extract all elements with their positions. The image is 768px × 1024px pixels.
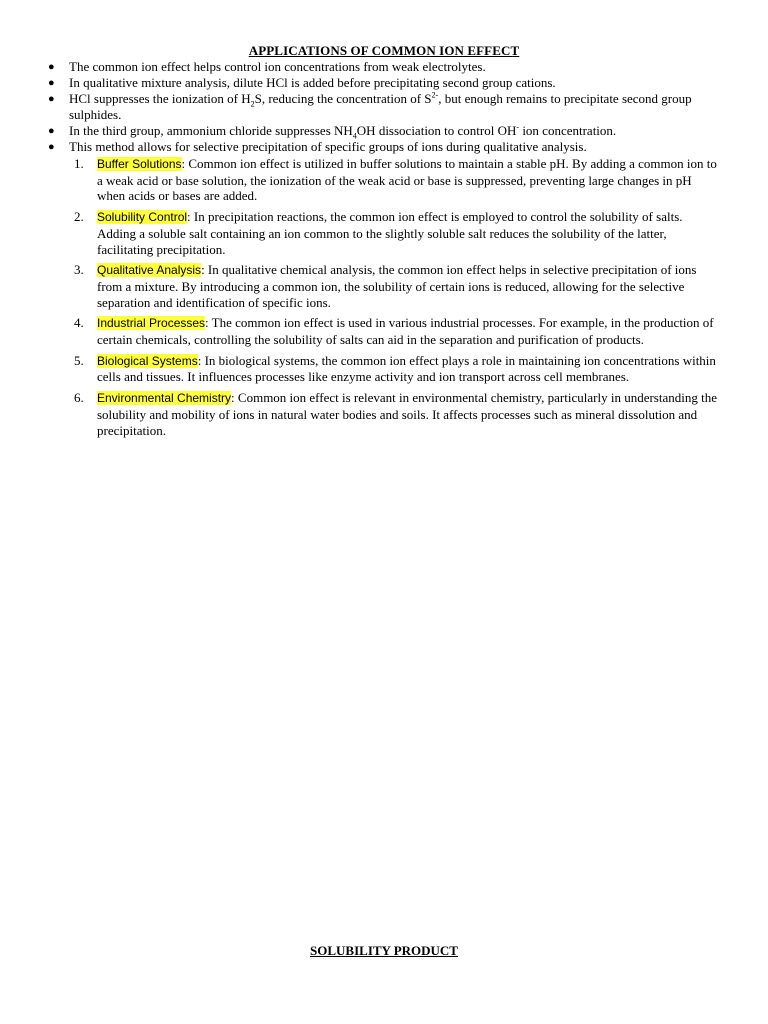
application-item bbox=[74, 209, 722, 257]
bullet-dot-icon: ● bbox=[48, 141, 55, 153]
application-text: : The common ion effect is used in various industrial processes. For example, in the production of certain chemicals, controlling the solubility of salts can aid in the separation and purification of products. bbox=[97, 315, 714, 348]
applications-list bbox=[74, 156, 722, 443]
highlighted-term: Industrial Processes bbox=[97, 316, 206, 331]
list-number: 5. bbox=[74, 352, 84, 368]
list-number: 6. bbox=[74, 390, 84, 406]
superscript: 2- bbox=[431, 90, 439, 100]
bullet-dot-icon: ● bbox=[48, 93, 55, 105]
bullet-dot-icon: ● bbox=[48, 77, 55, 89]
bullet-list bbox=[48, 59, 728, 155]
bullet-item bbox=[48, 139, 728, 155]
highlighted-term: Environmental Chemistry bbox=[97, 391, 232, 406]
application-item bbox=[74, 315, 722, 347]
bullet-text-part: S, reducing the concentration of S bbox=[254, 91, 432, 106]
bullet-text-part: In the third group, ammonium chloride suppresses NH bbox=[69, 123, 353, 138]
application-item bbox=[74, 262, 722, 310]
list-number: 1. bbox=[74, 156, 84, 171]
bullet-item bbox=[48, 123, 728, 139]
highlighted-term: Qualitative Analysis bbox=[97, 263, 202, 278]
highlighted-term: Buffer Solutions bbox=[97, 157, 182, 171]
list-number: 4. bbox=[74, 315, 84, 331]
application-item bbox=[74, 353, 722, 385]
subscript: 4 bbox=[352, 131, 357, 141]
bullet-text bbox=[69, 91, 728, 123]
application-item bbox=[74, 390, 722, 438]
application-text: : Common ion effect is utilized in buffer solutions to maintain a stable pH. By adding a common ion to a weak acid or base solution, the ionization of the weak acid or base is suppressed, preventing large changes in pH when acids or bases are added. bbox=[97, 156, 717, 204]
bullet-text: In qualitative mixture analysis, dilute HCl is added before precipitating second group cations. bbox=[69, 75, 556, 90]
bullet-item bbox=[48, 75, 728, 91]
page-title: APPLICATIONS OF COMMON ION EFFECT bbox=[248, 43, 520, 58]
superscript: - bbox=[516, 122, 520, 132]
bullet-text-part: ion concentration. bbox=[519, 123, 617, 138]
bullet-text bbox=[69, 123, 728, 139]
bullet-dot-icon: ● bbox=[48, 61, 55, 73]
bullet-item bbox=[48, 91, 728, 123]
highlighted-term: Solubility Control bbox=[97, 210, 188, 225]
list-number: 3. bbox=[74, 262, 84, 278]
bullet-text: This method allows for selective precipitation of specific groups of ions during qualitative analysis. bbox=[69, 139, 587, 154]
list-number: 2. bbox=[74, 209, 84, 225]
bullet-item bbox=[48, 59, 728, 75]
subscript: 2 bbox=[250, 99, 255, 109]
application-text: : In precipitation reactions, the common ion effect is employed to control the solubility of salts. Adding a soluble salt containing an ion common to the slightly soluble salt reduces the solubility of the latter, facilitating precipitation. bbox=[97, 209, 683, 257]
bullet-text: The common ion effect helps control ion concentrations from weak electrolytes. bbox=[69, 59, 486, 74]
application-text: : In qualitative chemical analysis, the common ion effect helps in selective precipitation of ions from a mixture. By introducing a common ion, the solubility of certain ions is reduced, allowing for the selective separation and identification of specific ions. bbox=[97, 262, 697, 310]
application-text: : Common ion effect is relevant in environmental chemistry, particularly in understanding the solubility and mobility of ions in natural water bodies and soils. It affects processes such as mineral dissolution and precipitation. bbox=[97, 390, 717, 438]
bullet-text-part: HCl suppresses the ionization of H bbox=[69, 91, 251, 106]
application-text: : In biological systems, the common ion effect plays a role in maintaining ion concentrations within cells and tissues. It influences processes like enzyme activity and ion transport across cell membranes. bbox=[97, 352, 716, 385]
bullet-text-part: OH dissociation to control OH bbox=[356, 123, 517, 138]
application-item bbox=[74, 156, 722, 204]
bullet-text-part: , but enough remains to precipitate second group sulphides. bbox=[69, 91, 692, 122]
section-heading: SOLUBILITY PRODUCT bbox=[310, 943, 458, 958]
bullet-dot-icon: ● bbox=[48, 125, 55, 137]
highlighted-term: Biological Systems bbox=[97, 353, 198, 368]
